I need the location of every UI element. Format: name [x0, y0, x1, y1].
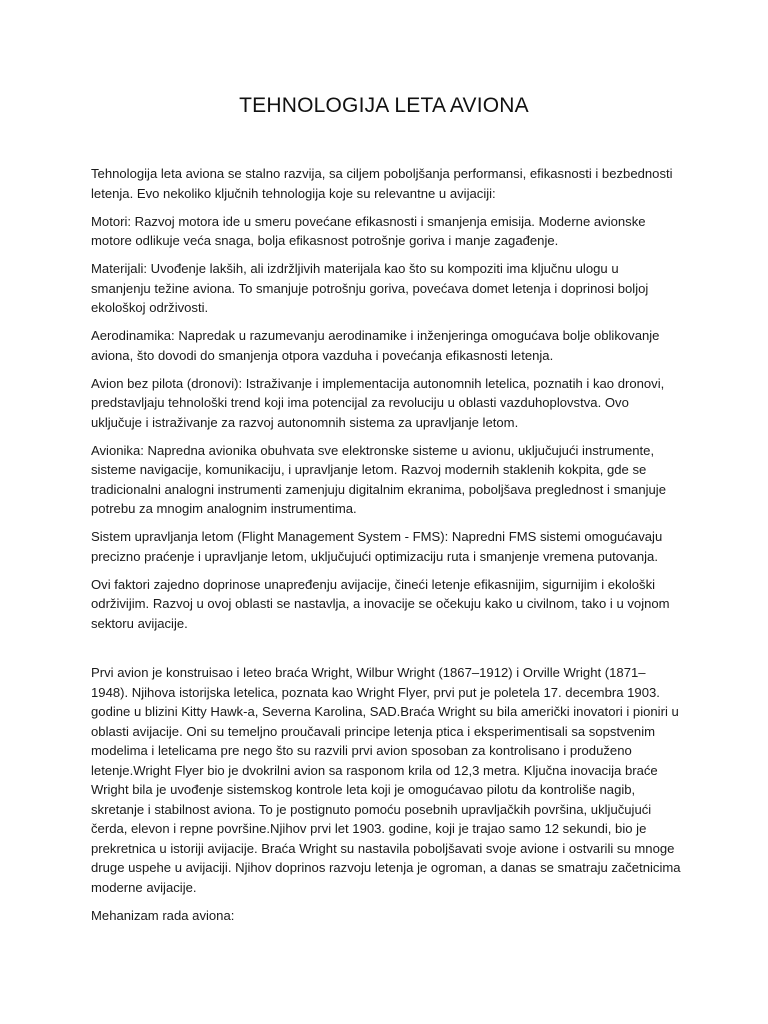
paragraph-avionika: Avionika: Napredna avionika obuhvata sve elektronske sisteme u avionu, uključujući instrumente, sisteme navigacije, komunikaciju, i upravljanje letom. Razvoj modernih staklenih kokpita, gde se tradicionalni analogni instrumenti zamenjuju digitalnim ekranima, poboljšava preglednost i smanjuje potrebu za mnogim analognim instrumentima. [91, 442, 666, 516]
paragraph-dronovi: Avion bez pilota (dronovi): Istraživanje i implementacija autonomnih letelica, poznatih i kao dronovi, predstavljaju tehnološki trend koji ima potencijal za revoluciju u oblasti vazduhoplovstva. Ovo uključuje i istraživanje za razvoj autonomnih sistema za upravljanje letom. [91, 375, 665, 430]
paragraph-zakljucak: Ovi faktori zajedno doprinose unapređenju avijacije, čineći letenje efikasnijim, sigurnijim i ekološki održivijim. Razvoj u ovoj oblasti se nastavlja, a inovacije se očekuju kako u civilnom, tako i u vojnom sektoru avijacije. [91, 576, 670, 631]
paragraph-aerodinamika: Aerodinamika: Napredak u razumevanju aerodinamike i inženjeringa omogućava bolje oblikovanje aviona, što dovodi do smanjenja otpora vazduha i povećanja efikasnosti letenja. [91, 328, 660, 363]
document-title: TEHNOLOGIJA LETA AVIONA [239, 94, 529, 117]
paragraph-fms: Sistem upravljanja letom (Flight Management System - FMS): Napredni FMS sistemi omogućavaju precizno praćenje i upravljanje letom, uključujući optimizaciju ruta i smanjenje vremena putovanja. [91, 529, 663, 564]
paragraph-materijali: Materijali: Uvođenje lakših, ali izdržljivih materijala kao što su kompoziti ima ključnu ulogu u smanjenju težine aviona. To smanjuje potrošnju goriva, povećava domet letenja i doprinosi boljoj ekološkoj održivosti. [91, 261, 649, 315]
document-body [91, 164, 681, 934]
paragraph-wright: Prvi avion je konstruisao i leteo braća Wright, Wilbur Wright (1867–1912) i Orville Wright (1871–1948). Njihova istorijska letelica, poznata kao Wright Flyer, prvi put je poletela 17. decembra 1903. godine u blizini Kitty Hawk-a, Severna Karolina, SAD.Braća Wright su bila američki inovatori i pioniri u oblasti avijacije. Oni su temeljno proučavali principe letenja ptica i eksperimentisali sa sopstvenim modelima i letelicama pre nego što su razvili prvi avion sposoban za kontrolisano i produženo letenje.Wright Flyer bio je dvokrilni avion sa rasponom krila od 12,3 metra. Ključna inovacija braće Wright bila je uvođenje sistemskog kontrole leta koji je omogućavao pilotu da kontroliše nagib, skretanje i stabilnost aviona. To je postignuto pomoću posebnih upravljačkih površina, uključujući čerda, elevon i repne površine.Njihov prvi let 1903. godine, koji je trajao samo 12 sekundi, bio je prekretnica u istoriji avijacije. Braća Wright su nastavila poboljšavati svoje avione i ostvarili su mnoge druge uspehe u avijaciji. Njihov doprinos razvoju letenja je ogroman, a danas se smatraju začetnicima moderne avijacije. [91, 665, 681, 895]
paragraph-motori: Motori: Razvoj motora ide u smeru povećane efikasnosti i smanjenja emisija. Moderne avionske motore odlikuje veća snaga, bolja efikasnost potrošnje goriva i manje zagađenje. [91, 213, 646, 248]
paragraph-mehanizam: Mehanizam rada aviona: [91, 907, 235, 923]
paragraph-intro: Tehnologija leta aviona se stalno razvija, sa ciljem poboljšanja performansi, efikasnosti i bezbednosti letenja. Evo nekoliko ključnih tehnologija koje su relevantne u avijaciji: [91, 166, 673, 201]
